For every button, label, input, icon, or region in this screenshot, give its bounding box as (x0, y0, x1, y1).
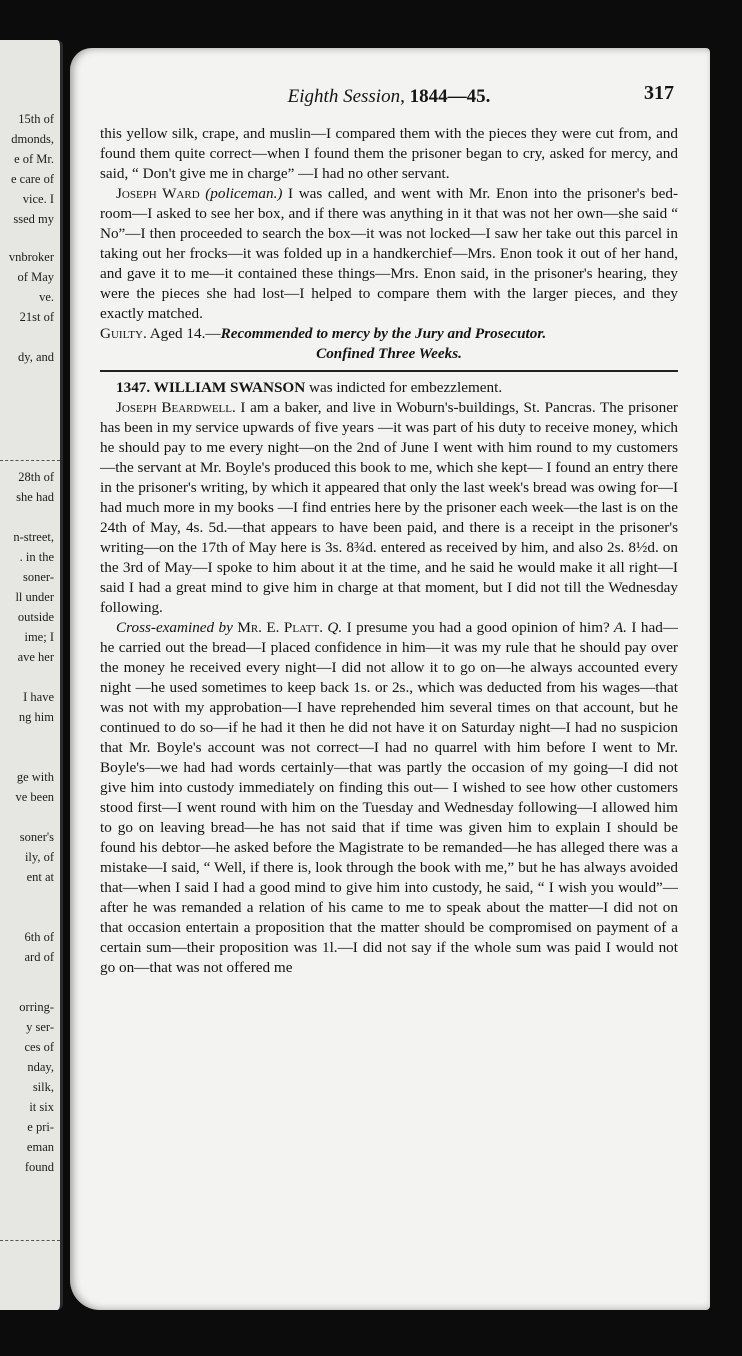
facing-page-fragment: e of Mr. (14, 152, 54, 166)
facing-page-fragment: ent at (26, 870, 54, 884)
page-number: 317 (644, 82, 674, 104)
verdict: Guilty. (100, 325, 147, 342)
facing-page-fragment: nday, (27, 1060, 54, 1074)
facing-page-fragment: ll under (15, 590, 54, 604)
facing-page-fragment: ces of (24, 1040, 54, 1054)
testimony-text-2: I am a baker, and live in Woburn's-buildings, St. Pancras. The prisoner has been in my service upwards of five years —it was part of his duty to receive money, which he should pay to me every night—on the 2nd of June I went with him round to my customers —the servant at Mr. Boyle's produced this book to me, which she kept— I found an entry there in the prisoner's writing, by which it appeared that only the last week's bread was owing for—I had much more in my books —I find entries here by the prisoner each week—the last is on the 24th of May, 4s. 5d.—that appears to have been paid, and there is a receipt in the prisoner's writing—on the 17th of May here is 3s. 8¾d. entered as received by him, and also 2s. 8½d. on the 3rd of May—I spoke to him about it at the time, and he said he would make it all right—I said I had a great mind to give him in charge at that moment, but I did not till the Wednesday following. (100, 399, 678, 616)
counsel-name: Mr. E. Platt. (237, 619, 324, 636)
facing-page-fragment: outside (17, 610, 54, 624)
sentence: Confined Three Weeks. (316, 345, 462, 362)
facing-page-fragment: ve been (15, 790, 54, 804)
facing-page-fragment: ng him (18, 710, 54, 724)
facing-page-fragment: silk, (32, 1080, 54, 1094)
testimony-text: I was called, and went with Mr. Enon into the prisoner's bed-room—I asked to see her box, and if there was anything in it that was not her own—she said “ No”—I then proceeded to search the box—it was not locked—I saw her take out this parcel in taking out her frocks—it was folded up in a handkerchief—Mrs. Enon took it out of her hand, and gave it to me—it contained these things—Mrs. Enon said, in the prisoner's hearing, they were the pieces she had lost—I helped to compare them with the larger pieces, and they exactly matched. (100, 185, 678, 322)
facing-page-fragment: ve. (39, 290, 54, 304)
facing-page-edge (0, 40, 63, 1310)
facing-page-fragment: ave her (17, 650, 54, 664)
facing-page-fragment: 28th of (18, 470, 54, 484)
facing-page-rule (0, 460, 60, 461)
facing-page-fragment: she had (16, 490, 54, 504)
question-text: I presume you had a good opinion of him? (342, 619, 610, 636)
witness-name: Joseph Ward (116, 185, 200, 202)
cross-examination (100, 618, 678, 978)
facing-page-fragment: of May (17, 270, 54, 284)
facing-page-fragment: e care of (10, 172, 54, 186)
facing-page-rule (0, 1240, 60, 1241)
prisoner-age: Aged 14.— (146, 325, 221, 342)
question-label: Q. (323, 619, 343, 636)
case-divider (100, 370, 678, 372)
facing-page-fragment: soner's (19, 830, 54, 844)
facing-page-fragment: vice. I (22, 192, 54, 206)
indictment-heading (100, 378, 678, 398)
facing-page-fragment: 15th of (18, 112, 54, 126)
facing-page-fragment: it six (29, 1100, 54, 1114)
answer-label: A. (609, 619, 627, 636)
facing-page-fragment: 21st of (19, 310, 54, 324)
witness-testimony (100, 184, 678, 324)
facing-page-fragment: y ser- (26, 1020, 54, 1034)
facing-page-fragment: eman (26, 1140, 54, 1154)
facing-page-fragment: ily, of (24, 850, 54, 864)
case-continuation: this yellow silk, crape, and muslin—I compared them with the pieces they were cut from, and found them quite correct—when I found them the prisoner began to cry, asked for mercy, and said, “ Don't give me in charge” —I had no other servant. (100, 125, 678, 182)
facing-page-fragment: I have (23, 690, 54, 704)
facing-page-fragment: n-street, (13, 530, 54, 544)
facing-page-fragment: e pri- (27, 1120, 54, 1134)
facing-page-fragment: dmonds, (11, 132, 54, 146)
facing-page-fragment: ssed my (13, 212, 54, 226)
jury-recommendation: Recommended to mercy by the Jury and Prosecutor. (220, 325, 547, 342)
facing-page-fragment: dy, and (18, 350, 54, 364)
charge-text: was indicted for embezzlement. (305, 379, 503, 396)
answer-text: I had—he carried out the bread—I placed confidence in him—it was my rule that he should pay over the money he received every night—I did not allow it to go on—he always accounted every night —he used sometimes to keep back 1s. or 2s., which was deducted from his wages—that was not with my approbation—I have reprehended him several times on that account, but he continued to do so—if he had it then he did not have it on Saturday night—I had no suspicion that Mr. Boyle's account was not correct—I had no quarrel with him before I went to Mr. Boyle's—we had had words certainly—that was partly the occasion of my going—I did not give him into custody immediately on finding this out— I wished to see how other customers stood first—I went round with him on the Tuesday and Wednesday following—I allowed him to go on leaving bread—he has not said that if time was given him to explain I should be found his debtor—he asked before the Magistrate to be remanded—he has alleged there was a mistake—I said, “ Well, if there is, look through the book with me,” but he has always avoided that—when I said I had a good mind to give him into custody, he said, “ I wish you would”—after he was remanded a relation of his came to me to speak about the matter—I did not on that occasion entertain a proposition that the matter should be compromised on payment of a certain sum—their proposition was 1l.—I did not say if the whole sum was paid I would not go on—that was not offered me (100, 619, 678, 976)
facing-page-fragment: vnbroker (8, 250, 54, 264)
verdict-line (100, 324, 678, 344)
witness-name-2: Joseph Beardwell. (116, 399, 236, 416)
facing-page-fragment: 6th of (24, 930, 54, 944)
witness-role: (policeman.) (205, 185, 283, 202)
facing-page-fragment: orring- (19, 1000, 54, 1014)
page-header (100, 82, 678, 120)
session-year: 1844—45. (409, 86, 491, 107)
case-number-defendant: 1347. WILLIAM SWANSON (116, 379, 306, 396)
running-head (100, 86, 678, 108)
facing-page-fragment: ard of (24, 950, 54, 964)
facing-page-fragment: ge with (16, 770, 54, 784)
witness-testimony-2 (100, 398, 678, 618)
facing-page-fragment: . in the (19, 550, 54, 564)
facing-page-fragment: found (24, 1160, 54, 1174)
facing-page-fragment: soner- (23, 570, 54, 584)
cross-label: Cross-examined by (116, 619, 238, 636)
session-title: Eighth Session, (287, 86, 405, 107)
page-content (100, 82, 678, 978)
facing-page-fragment: ime; I (24, 630, 54, 644)
book-page (70, 48, 710, 1310)
